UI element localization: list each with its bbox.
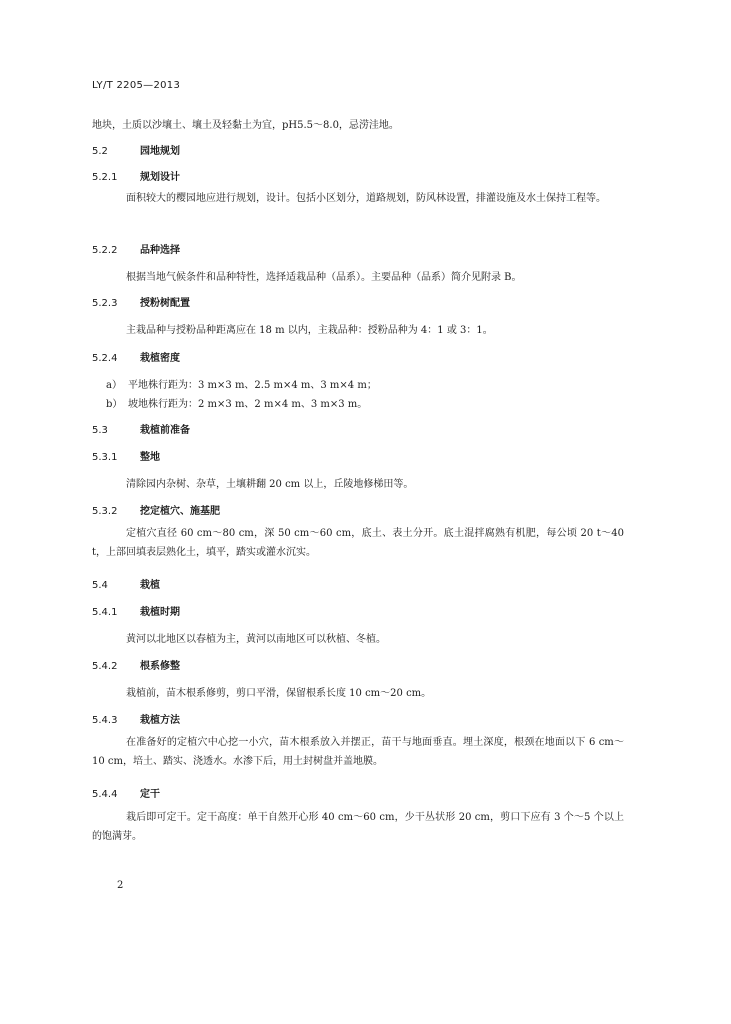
heading-5-4 — [92, 576, 631, 591]
list-text: 坡地株行距为：2 m×3 m、2 m×4 m、3 m×3 m。 — [128, 399, 368, 410]
heading-title: 整地 — [140, 452, 160, 463]
heading-number: 5.4.1 — [92, 607, 118, 618]
heading-number: 5.4.4 — [92, 789, 118, 800]
heading-title: 挖定植穴、施基肥 — [140, 506, 220, 517]
paragraph-5-2-1: 面积较大的樱园地应进行规划，设计。包括小区划分，道路规划，防风林设置，排灌设施及水土保持工程等。 — [126, 193, 606, 204]
heading-number: 5.3 — [92, 425, 108, 436]
heading-title: 园地规划 — [140, 146, 180, 157]
heading-title: 授粉树配置 — [140, 298, 190, 309]
paragraph-5-3-2: 定植穴直径 60 cm～80 cm，深 50 cm～60 cm，底土、表土分开。底土混拌腐熟有机肥，每公顷 20 t～40 t，上部回填表层熟化土，填平，踏实或灌水沉实。 — [92, 528, 624, 558]
list-item-b — [106, 395, 367, 410]
list-marker: a） — [106, 380, 122, 391]
paragraph-5-4-1: 黄河以北地区以春植为主，黄河以南地区可以秋植、冬植。 — [126, 634, 386, 645]
heading-number: 5.3.2 — [92, 506, 118, 517]
heading-5-4-2 — [92, 657, 631, 672]
list-item-a — [106, 376, 377, 391]
heading-5-2-2 — [92, 241, 631, 256]
heading-number: 5.2.4 — [92, 353, 118, 364]
heading-number: 5.4 — [92, 580, 108, 591]
heading-title: 栽植密度 — [140, 353, 180, 364]
heading-number: 5.2 — [92, 146, 108, 157]
heading-title: 栽植 — [140, 580, 160, 591]
heading-number: 5.4.3 — [92, 715, 118, 726]
paragraph-5-4-4: 栽后即可定干。定干高度：单干自然开心形 40 cm～60 cm，少干丛状形 20 cm，剪口下应有 3 个～5 个以上的饱满芽。 — [92, 812, 624, 842]
heading-title: 规划设计 — [140, 172, 180, 183]
intro-line: 地块，土质以沙壤土、壤土及轻黏土为宜，pH5.5～8.0，忌涝洼地。 — [92, 120, 399, 131]
heading-5-2-4 — [92, 349, 631, 364]
heading-5-3-2 — [92, 502, 631, 517]
heading-5-2-1 — [92, 168, 631, 183]
paragraph-5-3-1: 清除园内杂树、杂草，土壤耕翻 20 cm 以上，丘陵地修梯田等。 — [126, 479, 414, 490]
heading-5-3-1 — [92, 448, 631, 463]
heading-5-2 — [92, 142, 631, 157]
heading-title: 定干 — [140, 789, 160, 800]
list-marker: b） — [106, 399, 123, 410]
heading-5-4-4 — [92, 785, 631, 800]
heading-number: 5.2.1 — [92, 172, 118, 183]
standard-code-header: LY/T 2205—2013 — [92, 80, 181, 91]
paragraph-5-2-3: 主栽品种与授粉品种距离应在 18 m 以内，主栽品种：授粉品种为 4：1 或 3：1。 — [126, 325, 493, 336]
heading-number: 5.4.2 — [92, 661, 118, 672]
heading-title: 根系修整 — [140, 661, 180, 672]
heading-5-3 — [92, 421, 631, 436]
paragraph-5-4-3: 在准备好的定植穴中心挖一小穴，苗木根系放入并摆正，苗干与地面垂直。埋土深度，根颈在地面以下 6 cm～10 cm，培土、踏实、浇透水。水渗下后，用土封树盘并盖地膜。 — [92, 737, 624, 767]
heading-title: 栽植前准备 — [140, 425, 190, 436]
heading-number: 5.2.2 — [92, 245, 118, 256]
heading-5-4-1 — [92, 603, 631, 618]
heading-5-2-3 — [92, 294, 631, 309]
page-number: 2 — [117, 880, 124, 891]
heading-number: 5.2.3 — [92, 298, 118, 309]
heading-title: 栽植时期 — [140, 607, 180, 618]
paragraph-5-4-2: 栽植前，苗木根系修剪，剪口平滑，保留根系长度 10 cm～20 cm。 — [126, 688, 432, 699]
heading-title: 品种选择 — [140, 245, 180, 256]
heading-title: 栽植方法 — [140, 715, 180, 726]
list-text: 平地株行距为：3 m×3 m、2.5 m×4 m、3 m×4 m； — [128, 380, 377, 391]
heading-number: 5.3.1 — [92, 452, 118, 463]
heading-5-4-3 — [92, 711, 631, 726]
paragraph-5-2-2: 根据当地气候条件和品种特性，选择适栽品种（品系）。主要品种（品系）简介见附录 B。 — [126, 272, 522, 283]
